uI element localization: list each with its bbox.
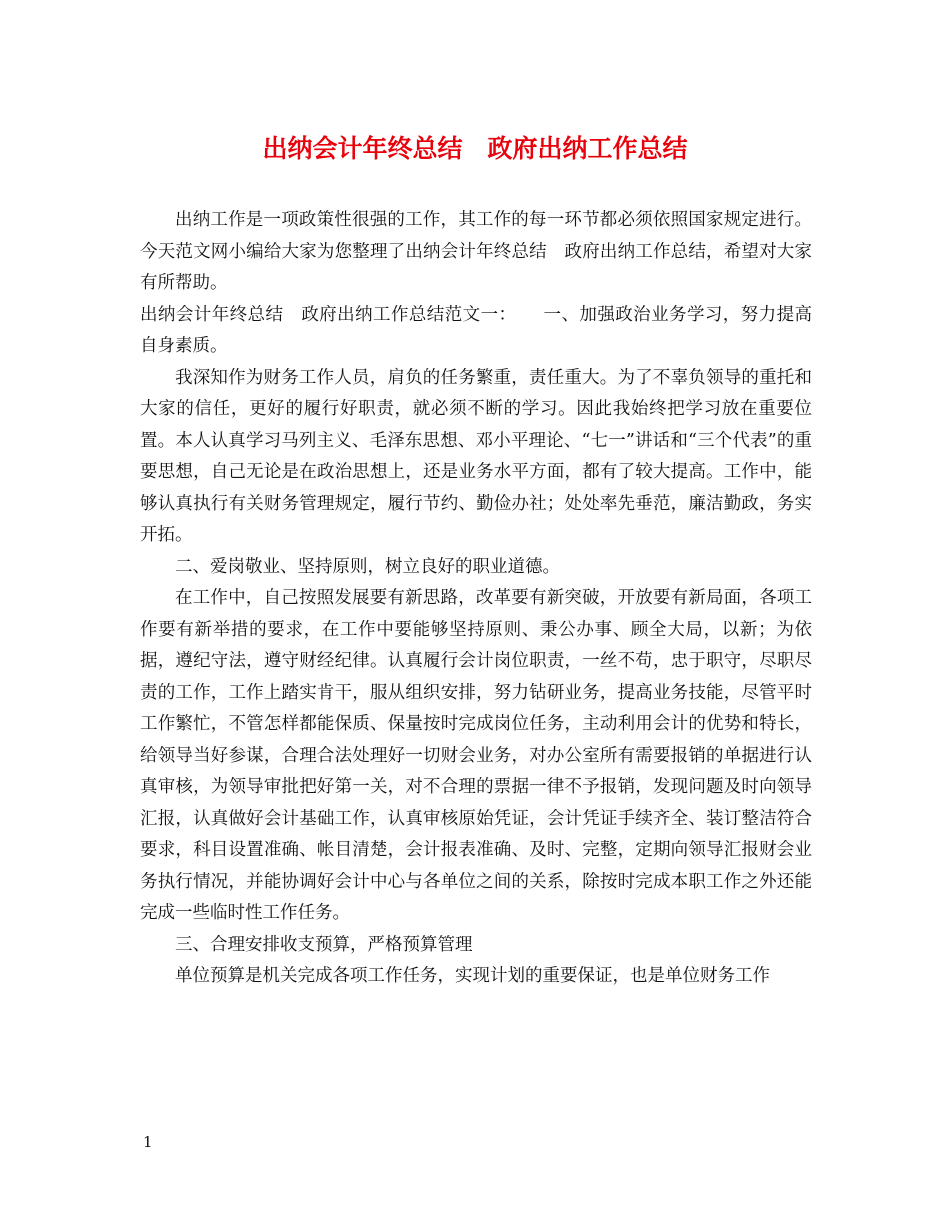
document-body	[140, 205, 812, 993]
body-paragraph: 在工作中，自己按照发展要有新思路，改革要有新突破，开放要有新局面，各项工作要有新举措的要求，在工作中要能够坚持原则、秉公办事、顾全大局，以新；为依据，遵纪守法，遵守财经纪律。认真履行会计岗位职责，一丝不苟，忠于职守，尽职尽责的工作，工作上踏实肯干，服从组织安排，努力钻研业务，提高业务技能，尽管平时工作繁忙，不管怎样都能保质、保量按时完成岗位任务，主动利用会计的优势和特长，给领导当好参谋，合理合法处理好一切财会业务，对办公室所有需要报销的单据进行认真审核，为领导审批把好第一关，对不合理的票据一律不予报销，发现问题及时向领导汇报，认真做好会计基础工作，认真审核原始凭证，会计凭证手续齐全、装订整洁符合要求，科目设置准确、帐目清楚，会计报表准确、及时、完整，定期向领导汇报财会业务执行情况，并能协调好会计中心与各单位之间的关系，除按时完成本职工作之外还能完成一些临时性工作任务。	[140, 588, 812, 923]
body-paragraph: 我深知作为财务工作人员，肩负的任务繁重，责任重大。为了不辜负领导的重托和大家的信任，更好的履行好职责，就必须不断的学习。因此我始终把学习放在重要位置。本人认真学习马列主义、毛泽东思想、邓小平理论、“七一”讲话和“三个代表”的重要思想，自己无论是在政治思想上，还是业务水平方面，都有了较大提高。工作中，能够认真执行有关财务管理规定，履行节约、勤俭办社；处处率先垂范，廉洁勤政，务实开拓。	[140, 367, 812, 545]
page-number: 1	[143, 1133, 153, 1151]
section-heading-paragraph: 出纳会计年终总结 政府出纳工作总结范文一： 一、加强政治业务学习，努力提高自身素质。	[140, 304, 812, 356]
section-heading: 三、合理安排收支预算，严格预算管理	[175, 934, 473, 955]
intro-paragraph: 出纳工作是一项政策性很强的工作，其工作的每一环节都必须依照国家规定进行。今天范文网小编给大家为您整理了出纳会计年终总结 政府出纳工作总结，希望对大家有所帮助。	[140, 210, 812, 293]
body-paragraph: 单位预算是机关完成各项工作任务，实现计划的重要保证，也是单位财务工作	[175, 966, 770, 986]
document-title: 出纳会计年终总结 政府出纳工作总结	[262, 134, 688, 163]
section-heading: 二、爱岗敬业、坚持原则，树立良好的职业道德。	[175, 556, 560, 577]
